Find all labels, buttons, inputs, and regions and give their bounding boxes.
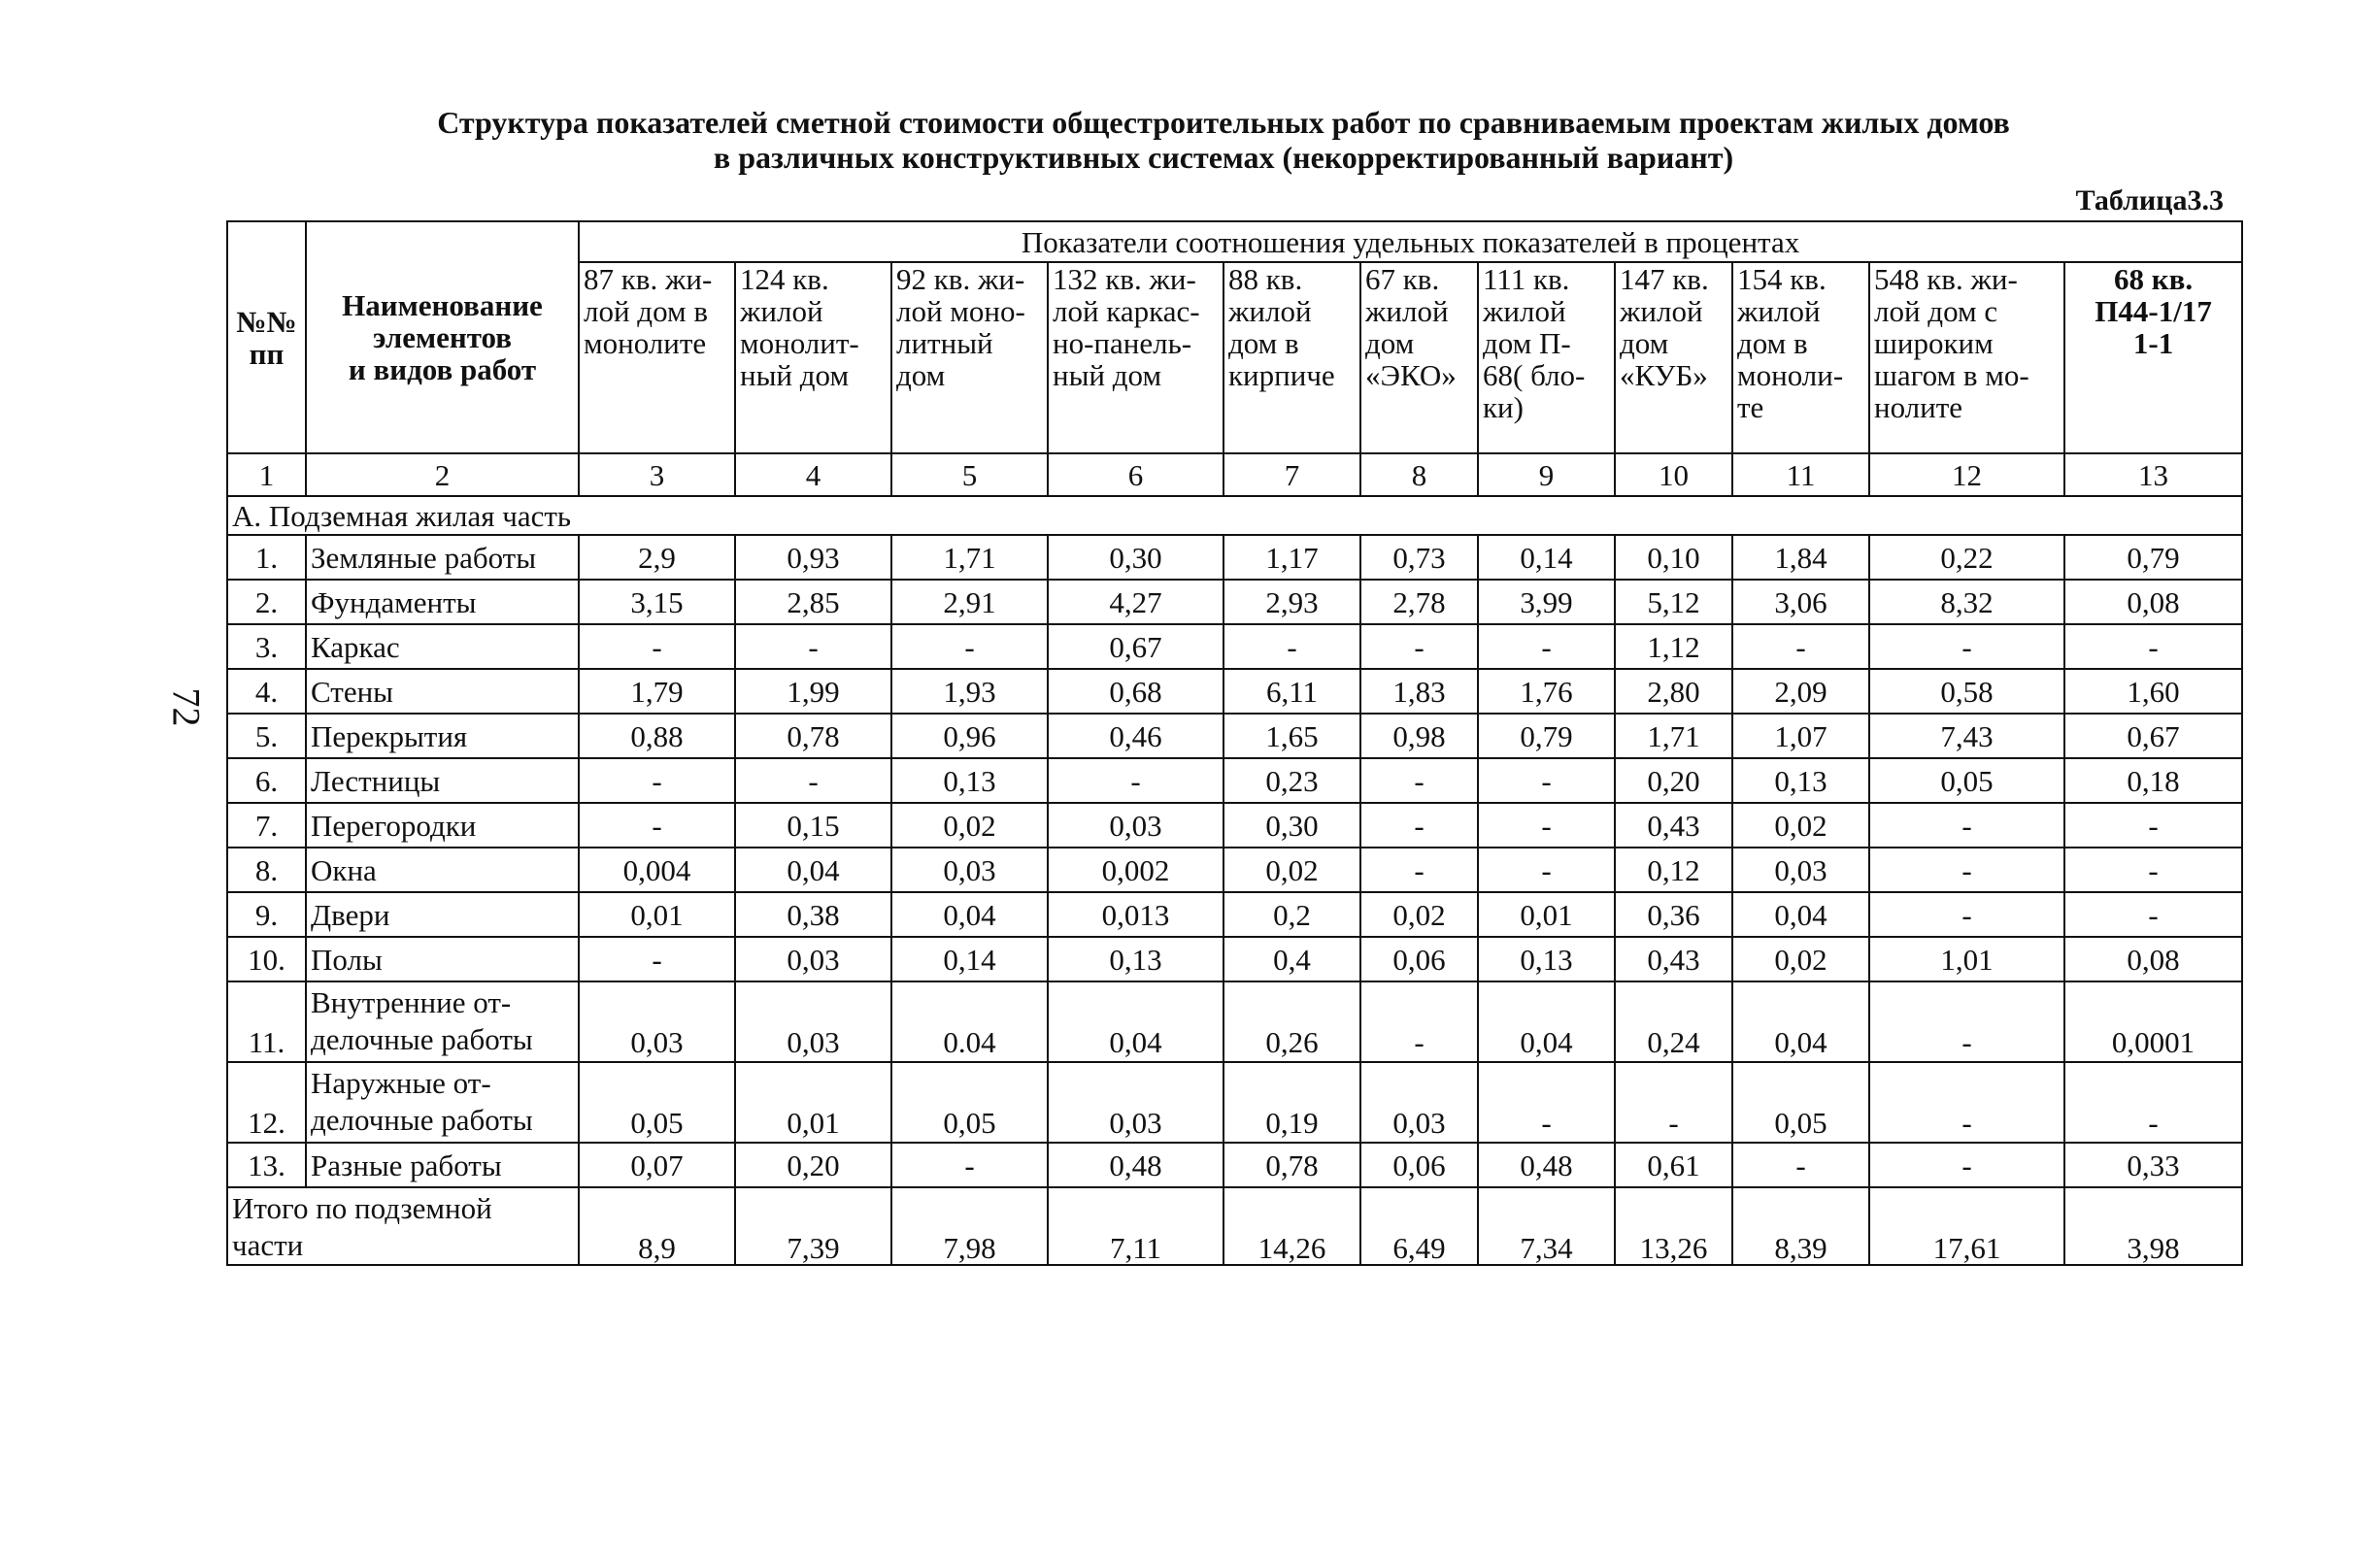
table-row: [227, 981, 2242, 1062]
cell-value: -: [579, 624, 735, 669]
cell-value: 0,12: [1615, 848, 1732, 892]
column-number-row: [227, 453, 2242, 496]
cell-value: 1,76: [1478, 669, 1615, 714]
cell-value: 0,01: [1478, 892, 1615, 937]
cell-value: 0,03: [1732, 848, 1869, 892]
cell-value: 0,4: [1224, 937, 1360, 981]
cell-value: 0,48: [1048, 1143, 1224, 1187]
column-number: 11: [1732, 453, 1869, 496]
cell-value: 1,17: [1224, 535, 1360, 580]
row-element-name: Фундаменты: [306, 580, 579, 624]
row-element-name: Наружные от- делочные работы: [306, 1062, 579, 1143]
cell-value: -: [1732, 1143, 1869, 1187]
cell-value: 0,67: [2064, 714, 2242, 758]
cell-value: 0,13: [891, 758, 1048, 803]
cell-value: 0,04: [891, 892, 1048, 937]
cell-value: 1,71: [891, 535, 1048, 580]
column-number: 7: [1224, 453, 1360, 496]
row-element-name: Полы: [306, 937, 579, 981]
cell-value: -: [1615, 1062, 1732, 1143]
row-number: 11.: [227, 981, 306, 1062]
row-element-name: Внутренние от- делочные работы: [306, 981, 579, 1062]
cell-value: 2,93: [1224, 580, 1360, 624]
cell-value: 0,73: [1360, 535, 1478, 580]
cell-value: -: [579, 803, 735, 848]
row-element-name: Лестницы: [306, 758, 579, 803]
cell-value: 0,04: [735, 848, 891, 892]
total-value: 7,11: [1048, 1187, 1224, 1265]
section-title: А. Подземная жилая часть: [227, 496, 2242, 535]
cell-value: 0,15: [735, 803, 891, 848]
cell-value: 0,22: [1869, 535, 2064, 580]
cell-value: 0,43: [1615, 937, 1732, 981]
cell-value: 0,98: [1360, 714, 1478, 758]
column-number: 3: [579, 453, 735, 496]
table-title: [291, 105, 2156, 175]
cell-value: -: [1048, 758, 1224, 803]
cell-value: -: [579, 758, 735, 803]
column-number: 8: [1360, 453, 1478, 496]
cell-value: 0,03: [1360, 1062, 1478, 1143]
cell-value: 0,33: [2064, 1143, 2242, 1187]
table-row: [227, 937, 2242, 981]
cell-value: 0,20: [735, 1143, 891, 1187]
cell-value: -: [1869, 624, 2064, 669]
cell-value: 2,85: [735, 580, 891, 624]
table-row: [227, 535, 2242, 580]
header-project-11: 154 кв. жилой дом в моноли- те: [1732, 262, 1869, 453]
cell-value: 0,03: [1048, 803, 1224, 848]
cell-value: 1,83: [1360, 669, 1478, 714]
column-number: 2: [306, 453, 579, 496]
cell-value: 3,15: [579, 580, 735, 624]
cell-value: 4,27: [1048, 580, 1224, 624]
row-element-name: Стены: [306, 669, 579, 714]
cell-value: 1,65: [1224, 714, 1360, 758]
cell-value: 0,46: [1048, 714, 1224, 758]
cell-value: 0,08: [2064, 937, 2242, 981]
page-number: 72: [164, 687, 209, 727]
header-project-12: 548 кв. жи- лой дом с широким шагом в мо- нолите: [1869, 262, 2064, 453]
cell-value: 0,08: [2064, 580, 2242, 624]
cell-value: 0,03: [735, 981, 891, 1062]
total-value: 8,39: [1732, 1187, 1869, 1265]
total-row: [227, 1187, 2242, 1265]
row-number: 12.: [227, 1062, 306, 1143]
cell-value: 0,38: [735, 892, 891, 937]
cell-value: 0,14: [891, 937, 1048, 981]
cell-value: -: [2064, 848, 2242, 892]
cell-value: -: [1478, 1062, 1615, 1143]
header-project-8: 67 кв. жилой дом «ЭКО»: [1360, 262, 1478, 453]
cell-value: 7,43: [1869, 714, 2064, 758]
cell-value: 0,30: [1048, 535, 1224, 580]
column-number: 5: [891, 453, 1048, 496]
cell-value: -: [2064, 803, 2242, 848]
cell-value: 0,002: [1048, 848, 1224, 892]
cell-value: 1,93: [891, 669, 1048, 714]
cell-value: 8,32: [1869, 580, 2064, 624]
cell-value: 0,01: [579, 892, 735, 937]
cell-value: 0,04: [1478, 981, 1615, 1062]
cell-value: 0,02: [1732, 803, 1869, 848]
row-number: 2.: [227, 580, 306, 624]
total-value: 3,98: [2064, 1187, 2242, 1265]
cell-value: 0,13: [1478, 937, 1615, 981]
table-row: [227, 669, 2242, 714]
cell-value: 0,02: [1224, 848, 1360, 892]
cell-value: 2,9: [579, 535, 735, 580]
cell-value: 0,68: [1048, 669, 1224, 714]
column-number: 9: [1478, 453, 1615, 496]
cell-value: 0,05: [891, 1062, 1048, 1143]
cell-value: 1,79: [579, 669, 735, 714]
cell-value: 0,20: [1615, 758, 1732, 803]
cell-value: 1,01: [1869, 937, 2064, 981]
table-row: [227, 714, 2242, 758]
cell-value: -: [1869, 892, 2064, 937]
cell-value: 0,61: [1615, 1143, 1732, 1187]
title-line-2: в различных конструктивных системах (некорректированный вариант): [713, 140, 1734, 175]
cell-value: -: [2064, 892, 2242, 937]
cell-value: -: [1478, 848, 1615, 892]
cell-value: -: [1869, 1143, 2064, 1187]
cell-value: 0,03: [735, 937, 891, 981]
column-number: 10: [1615, 453, 1732, 496]
cell-value: 0,43: [1615, 803, 1732, 848]
cell-value: -: [1732, 624, 1869, 669]
cell-value: -: [579, 937, 735, 981]
cell-value: 1,12: [1615, 624, 1732, 669]
cell-value: 0,96: [891, 714, 1048, 758]
cell-value: 0,13: [1048, 937, 1224, 981]
column-number: 6: [1048, 453, 1224, 496]
cell-value: -: [735, 758, 891, 803]
cell-value: 0,30: [1224, 803, 1360, 848]
cell-value: -: [1869, 848, 2064, 892]
cell-value: 3,06: [1732, 580, 1869, 624]
cell-value: 0,67: [1048, 624, 1224, 669]
total-value: 14,26: [1224, 1187, 1360, 1265]
total-value: 8,9: [579, 1187, 735, 1265]
cell-value: 3,99: [1478, 580, 1615, 624]
cell-value: 1,99: [735, 669, 891, 714]
cell-value: 1,07: [1732, 714, 1869, 758]
cell-value: -: [1224, 624, 1360, 669]
row-number: 5.: [227, 714, 306, 758]
cell-value: 0,02: [891, 803, 1048, 848]
cell-value: 0,0001: [2064, 981, 2242, 1062]
cell-value: -: [1360, 981, 1478, 1062]
cell-value: 0,03: [891, 848, 1048, 892]
header-project-10: 147 кв. жилой дом «КУБ»: [1615, 262, 1732, 453]
row-number: 1.: [227, 535, 306, 580]
column-number: 12: [1869, 453, 2064, 496]
total-label: Итого по подземной части: [227, 1187, 579, 1265]
total-value: 7,39: [735, 1187, 891, 1265]
row-element-name: Земляные работы: [306, 535, 579, 580]
row-number: 13.: [227, 1143, 306, 1187]
cell-value: 0,2: [1224, 892, 1360, 937]
cell-value: 0,18: [2064, 758, 2242, 803]
cell-value: 0,05: [1732, 1062, 1869, 1143]
cell-value: -: [2064, 624, 2242, 669]
cell-value: 0,06: [1360, 1143, 1478, 1187]
header-project-4: 124 кв. жилой монолит- ный дом: [735, 262, 891, 453]
section-row: [227, 496, 2242, 535]
row-number: 8.: [227, 848, 306, 892]
total-value: 13,26: [1615, 1187, 1732, 1265]
cell-value: 0,79: [1478, 714, 1615, 758]
column-number: 1: [227, 453, 306, 496]
table-row: [227, 1062, 2242, 1143]
cell-value: 1,60: [2064, 669, 2242, 714]
table-row: [227, 1143, 2242, 1187]
cell-value: 0,14: [1478, 535, 1615, 580]
cell-value: 2,80: [1615, 669, 1732, 714]
cell-value: -: [735, 624, 891, 669]
cell-value: 0,03: [1048, 1062, 1224, 1143]
cell-value: 1,84: [1732, 535, 1869, 580]
row-element-name: Перегородки: [306, 803, 579, 848]
table-row: [227, 803, 2242, 848]
cell-value: 0,013: [1048, 892, 1224, 937]
total-value: 6,49: [1360, 1187, 1478, 1265]
cell-value: -: [891, 624, 1048, 669]
cell-value: 0,004: [579, 848, 735, 892]
header-element-name: Наименование элементов и видов работ: [306, 221, 579, 453]
cell-value: 0,05: [579, 1062, 735, 1143]
cell-value: -: [1869, 803, 2064, 848]
cell-value: 1,71: [1615, 714, 1732, 758]
row-element-name: Окна: [306, 848, 579, 892]
row-number: 4.: [227, 669, 306, 714]
cell-value: 0,01: [735, 1062, 891, 1143]
row-element-name: Двери: [306, 892, 579, 937]
title-line-1: Структура показателей сметной стоимости общестроительных работ по сравниваемым проектам жилых домов: [437, 105, 2010, 140]
cell-value: 0,78: [1224, 1143, 1360, 1187]
table-number: Таблица3.3: [2075, 184, 2224, 216]
cell-value: -: [1360, 758, 1478, 803]
total-value: 17,61: [1869, 1187, 2064, 1265]
table-row: [227, 624, 2242, 669]
cell-value: 0,79: [2064, 535, 2242, 580]
row-number: 7.: [227, 803, 306, 848]
cell-value: -: [1360, 624, 1478, 669]
cell-value: 0,13: [1732, 758, 1869, 803]
row-element-name: Разные работы: [306, 1143, 579, 1187]
row-number: 6.: [227, 758, 306, 803]
cell-value: 0,78: [735, 714, 891, 758]
cell-value: 2,91: [891, 580, 1048, 624]
cell-value: 0,04: [1732, 892, 1869, 937]
header-project-3: 87 кв. жи- лой дом в монолите: [579, 262, 735, 453]
cell-value: 0,58: [1869, 669, 2064, 714]
cell-value: -: [1478, 803, 1615, 848]
cell-value: 6,11: [1224, 669, 1360, 714]
cell-value: 0,03: [579, 981, 735, 1062]
header-project-5: 92 кв. жи- лой моно- литный дом: [891, 262, 1048, 453]
column-number: 13: [2064, 453, 2242, 496]
table-row: [227, 758, 2242, 803]
header-project-9: 111 кв. жилой дом П- 68( бло- ки): [1478, 262, 1615, 453]
row-element-name: Каркас: [306, 624, 579, 669]
cell-value: 0,04: [1048, 981, 1224, 1062]
cell-value: 0,10: [1615, 535, 1732, 580]
table-row: [227, 848, 2242, 892]
cell-value: 0,02: [1360, 892, 1478, 937]
row-element-name: Перекрытия: [306, 714, 579, 758]
cell-value: -: [1478, 624, 1615, 669]
header-project-6: 132 кв. жи- лой каркас- но-панель- ный дом: [1048, 262, 1224, 453]
header-group: Показатели соотношения удельных показателей в процентах: [579, 221, 2242, 262]
cell-value: 2,78: [1360, 580, 1478, 624]
row-number: 3.: [227, 624, 306, 669]
total-value: 7,34: [1478, 1187, 1615, 1265]
cell-value: 0,19: [1224, 1062, 1360, 1143]
header-no: №№ пп: [227, 221, 306, 453]
header-project-7: 88 кв. жилой дом в кирпиче: [1224, 262, 1360, 453]
cell-value: 0,23: [1224, 758, 1360, 803]
header-project-13: 68 кв. П44-1/17 1-1: [2064, 262, 2242, 453]
cell-value: 0,93: [735, 535, 891, 580]
cell-value: 0,48: [1478, 1143, 1615, 1187]
cell-value: 2,09: [1732, 669, 1869, 714]
row-number: 10.: [227, 937, 306, 981]
cell-value: -: [891, 1143, 1048, 1187]
cell-value: -: [1360, 848, 1478, 892]
cell-value: -: [1478, 758, 1615, 803]
row-number: 9.: [227, 892, 306, 937]
header-row-group: [227, 221, 2242, 262]
cell-value: 0,07: [579, 1143, 735, 1187]
cell-value: 0,36: [1615, 892, 1732, 937]
cell-value: 0,06: [1360, 937, 1478, 981]
cell-value: 0,26: [1224, 981, 1360, 1062]
cell-value: 0,04: [1732, 981, 1869, 1062]
cost-structure-table: [226, 220, 2243, 1266]
cell-value: 0,05: [1869, 758, 2064, 803]
cell-value: 0.04: [891, 981, 1048, 1062]
cell-value: -: [1360, 803, 1478, 848]
cell-value: -: [1869, 981, 2064, 1062]
cell-value: 0,88: [579, 714, 735, 758]
cell-value: -: [2064, 1062, 2242, 1143]
cell-value: -: [1869, 1062, 2064, 1143]
column-number: 4: [735, 453, 891, 496]
table-row: [227, 580, 2242, 624]
total-value: 7,98: [891, 1187, 1048, 1265]
cell-value: 5,12: [1615, 580, 1732, 624]
table-row: [227, 892, 2242, 937]
cell-value: 0,24: [1615, 981, 1732, 1062]
cell-value: 0,02: [1732, 937, 1869, 981]
